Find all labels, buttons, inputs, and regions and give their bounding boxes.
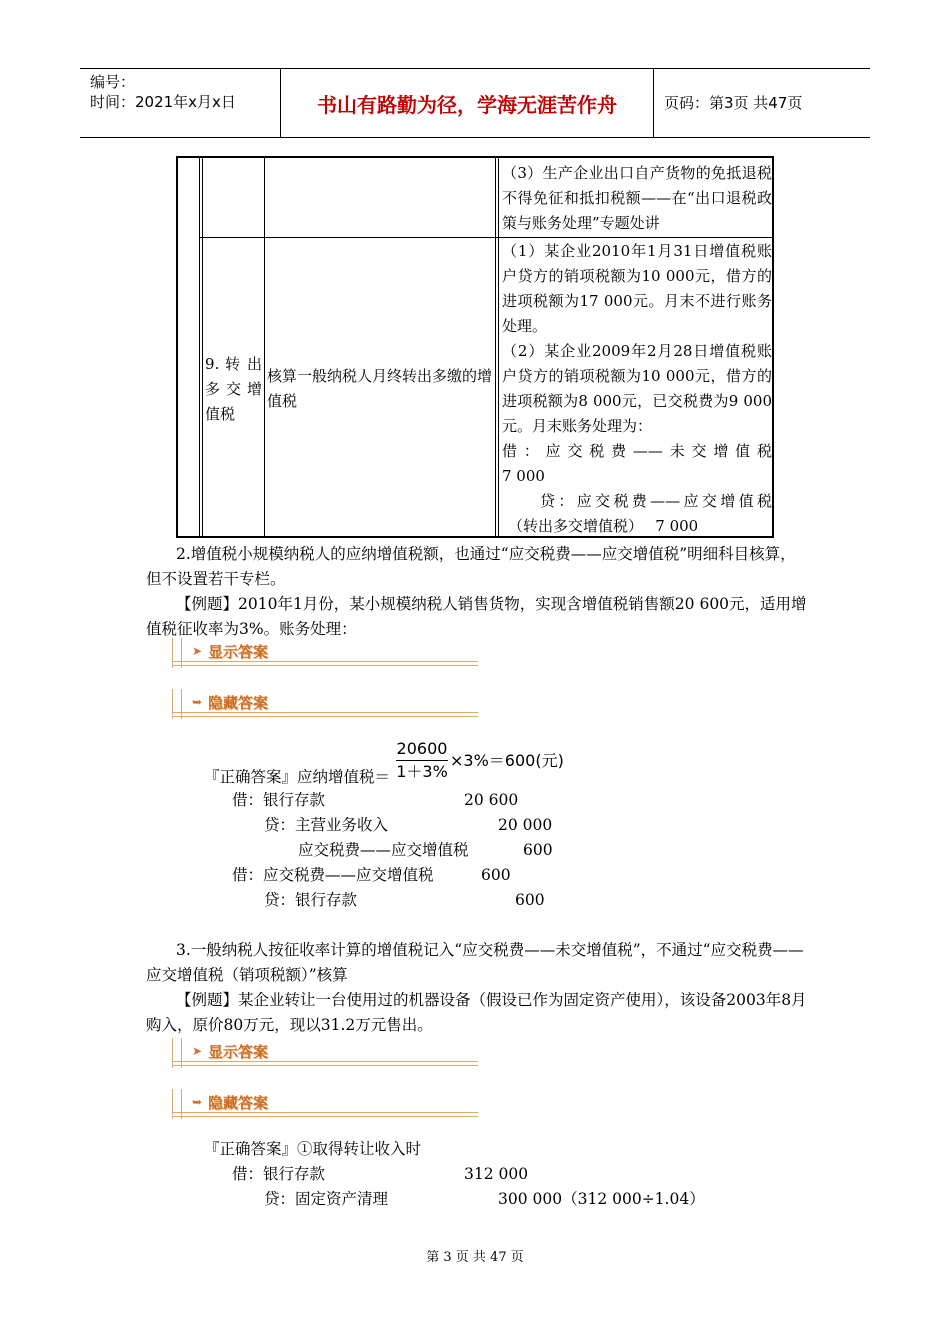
entry-account: 应交税费——应交增值税 (298, 841, 469, 859)
page-header (80, 68, 870, 138)
serial-label: 编号： (90, 73, 136, 91)
entry-account: 借：银行存款 (232, 791, 326, 809)
table-cell-r2c4 (502, 239, 772, 539)
arrow-right-icon: ➤ (192, 1044, 203, 1058)
entry-amount: 300 000（312 000÷1.04） (498, 1190, 705, 1208)
table-cell-r2c3: 核算一般纳税人月终转出多缴的增值税 (267, 367, 493, 410)
fraction-numerator: 20600 (396, 738, 448, 761)
table-text: 贷：应交税费——应交增值税 (540, 492, 772, 510)
answer2-label: 『正确答案』①取得转让收入时 (204, 1140, 422, 1158)
table-text: （转出多交增值税） 7 000 (508, 517, 699, 535)
answer1-label: 『正确答案』应纳增值税＝ (204, 768, 391, 786)
entry-amount: 600 (481, 866, 511, 884)
entry-amount: 312 000 (464, 1165, 529, 1183)
arrow-down-icon: ➥ (192, 695, 203, 709)
table-text: 7 000 (502, 467, 545, 485)
hide-answer-button[interactable] (172, 689, 478, 719)
arrow-down-icon: ➥ (192, 1095, 203, 1109)
hide-answer-button[interactable] (172, 1089, 478, 1119)
formula-rest: ×3%＝600(元) (450, 751, 564, 770)
show-answer-button[interactable] (172, 1038, 478, 1068)
fraction (396, 738, 448, 783)
entry-account: 贷：固定资产清理 (264, 1190, 389, 1208)
section2-para1: 2.增值税小规模纳税人的应纳增值税额，也通过“应交税费——应交增值税”明细科目核算，但不设置若干专栏。 (146, 545, 796, 588)
entry-account: 贷：银行存款 (264, 891, 358, 909)
page-footer: 第 3 页 共 47 页 (426, 1250, 524, 1265)
table-text: （1）某企业2010年1月31日增值税账户贷方的销项税额为10 000元，借方的进项税额为17 000元。月末不进行账务处理。 (502, 242, 772, 335)
fraction-denominator: 1＋3% (396, 762, 448, 781)
motto: 书山有路勤为径，学海无涯苦作舟 (317, 92, 617, 117)
table-cell-r1c4: （3）生产企业出口自产货物的免抵退税不得免征和抵扣税额——在“出口退税政策与账务处理”专题处讲 (502, 164, 772, 232)
section2-para2: 【例题】2010年1月份，某小规模纳税人销售货物，实现含增值税销售额20 600元，适用增值税征收率为3%。账务处理： (146, 595, 807, 638)
entry-amount: 600 (515, 891, 545, 909)
show-answer-label: 显示答案 (208, 1043, 269, 1061)
time-label: 时间：2021年x月x日 (90, 93, 236, 111)
entry-account: 借：银行存款 (232, 1165, 326, 1183)
entry-amount: 20 600 (464, 791, 519, 809)
show-answer-label: 显示答案 (208, 643, 269, 661)
section3-para1: 3.一般纳税人按征收率计算的增值税记入“应交税费——未交增值税”，不通过“应交税费——应交增值税（销项税额）”核算 (146, 941, 804, 984)
header-left (80, 69, 281, 137)
hide-answer-label: 隐藏答案 (208, 694, 269, 712)
tax-table (176, 156, 774, 538)
entry-account: 贷：主营业务收入 (264, 816, 389, 834)
show-answer-button[interactable] (172, 638, 478, 668)
entry-amount: 20 000 (498, 816, 553, 834)
table-text: （2）某企业2009年2月28日增值税账户贷方的销项税额为10 000元，借方的进项税额为8 000元，已交税费为9 000元。月末账务处理为： (502, 342, 772, 435)
header-center (281, 69, 654, 137)
hide-answer-label: 隐藏答案 (208, 1094, 269, 1112)
table-cell-r2c2: 9. 转 出 多 交 增 值税 (205, 355, 262, 423)
table-text: 借：应交税费——未交增值税 (502, 442, 772, 460)
section3-para2: 【例题】某企业转让一台使用过的机器设备（假设已作为固定资产使用），该设备2003年8月购入，原价80万元，现以31.2万元售出。 (146, 991, 807, 1034)
entry-amount: 600 (523, 841, 553, 859)
page-info: 页码：第3页 共47页 (664, 94, 803, 112)
entry-account: 借：应交税费——应交增值税 (232, 866, 434, 884)
arrow-right-icon: ➤ (192, 644, 203, 658)
header-right (654, 69, 870, 137)
